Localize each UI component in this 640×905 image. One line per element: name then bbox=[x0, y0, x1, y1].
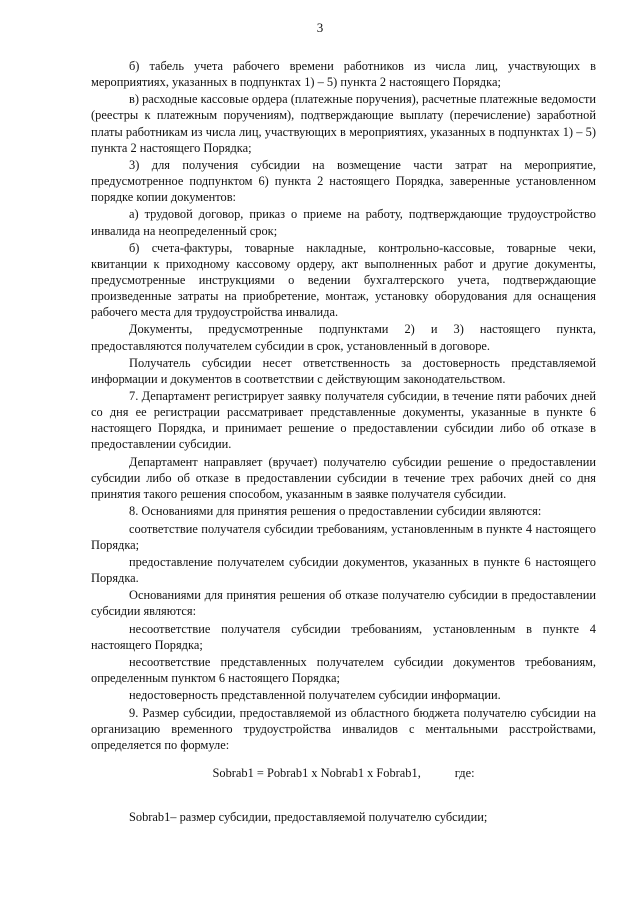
paragraph-refusal-grounds: Основаниями для принятия решения об отказе получателю субсидии в предоставлении субсидии являются: bbox=[91, 588, 596, 619]
paragraph-item-7: 7. Департамент регистрирует заявку получателя субсидии, в течение пяти рабочих дней со дня ее регистрации рассматривает представленные документы, указанные в пункте 6 настоящего Порядка, и принимает решение о предоставлении субсидии либо об отказе в предоставлении субсидии. bbox=[91, 389, 596, 452]
paragraph-rashodnye-ordera: в) расходные кассовые ордера (платежные поручения), расчетные платежные ведомости (реестры к платежным поручениям), подтверждающие выплату (перечисление) заработной платы работникам из числа лиц, участвующих в мероприятиях, указанных в подпунктах 1) – 5) пункта 2 настоящего Порядка; bbox=[91, 92, 596, 155]
paragraph-item-3: 3) для получения субсидии на возмещение части затрат на мероприятие, предусмотренное подпунктом 6) пункта 2 настоящего Порядка, заверенные установленном порядке копии документов: bbox=[91, 157, 596, 205]
paragraph-refusal-false-info: недостоверность представленной получателем субсидии информации. bbox=[129, 688, 501, 703]
paragraph-trudovoy-dogovor: а) трудовой договор, приказ о приеме на работу, подтверждающие трудоустройство инвалида на неопределенный срок; bbox=[91, 207, 596, 238]
paragraph-item-9: 9. Размер субсидии, предоставляемой из областного бюджета получателю субсидии на организацию временного трудоустройства инвалидов с ментальными расстройствами, определяется по формуле: bbox=[91, 705, 596, 752]
formula-expression: Sobrab1 = Pobrab1 x Nobrab1 x Fobrab1, bbox=[212, 765, 421, 780]
document-body bbox=[91, 58, 596, 826]
paragraph-responsibility: Получатель субсидии несет ответственность за достоверность представляемой информации и документов в соответствии с действующим законодательством. bbox=[91, 355, 596, 386]
paragraph-item-8: 8. Основаниями для принятия решения о предоставлении субсидии являются: bbox=[129, 504, 542, 519]
paragraph-tabel: б) табель учета рабочего времени работников из числа лиц, участвующих в мероприятиях, указанных в подпунктах 1) – 5) пункта 2 настоящего Порядка; bbox=[91, 59, 596, 90]
formula-where: где: bbox=[454, 765, 475, 780]
page-number: 3 bbox=[316, 20, 324, 35]
paragraph-criterion-documents: предоставление получателем субсидии документов, указанных в пункте 6 настоящего Порядка. bbox=[91, 554, 596, 585]
definition-sobrab1: Sobrab1– размер субсидии, предоставляемой получателю субсидии; bbox=[129, 810, 488, 825]
paragraph-decision-notice: Департамент направляет (вручает) получателю субсидии решение о предоставлении субсидии либо об отказе в предоставлении субсидии в течение трех рабочих дней со дня принятия такого решения способом, указанным в заявке получателя субсидии. bbox=[91, 454, 596, 501]
paragraph-refusal-documents: несоответствие представленных получателем субсидии документов требованиям, определенным пунктом 6 настоящего Порядка; bbox=[91, 655, 596, 686]
paragraph-refusal-noncompliance: несоответствие получателя субсидии требованиям, установленным в пункте 4 настоящего Порядка; bbox=[91, 621, 596, 652]
paragraph-scheta-faktury: б) счета-фактуры, товарные накладные, контрольно-кассовые, товарные чеки, квитанции к приходному кассовому ордеру, акт выполненных работ и другие документы, предусмотренные инструкциями о ведении бухгалтерского учета, подтверждающие произведенные затраты на приобретение, монтаж, установку оборудования для оснащения рабочего места для трудоустройства инвалида. bbox=[91, 240, 596, 320]
formula bbox=[91, 765, 596, 781]
paragraph-criterion-compliance: соответствие получателя субсидии требованиям, установленным в пункте 4 настоящего Порядка; bbox=[91, 521, 596, 552]
paragraph-documents-deadline: Документы, предусмотренные подпунктами 2) и 3) настоящего пункта, предоставляются получателем субсидии в срок, установленный в договоре. bbox=[91, 322, 596, 353]
